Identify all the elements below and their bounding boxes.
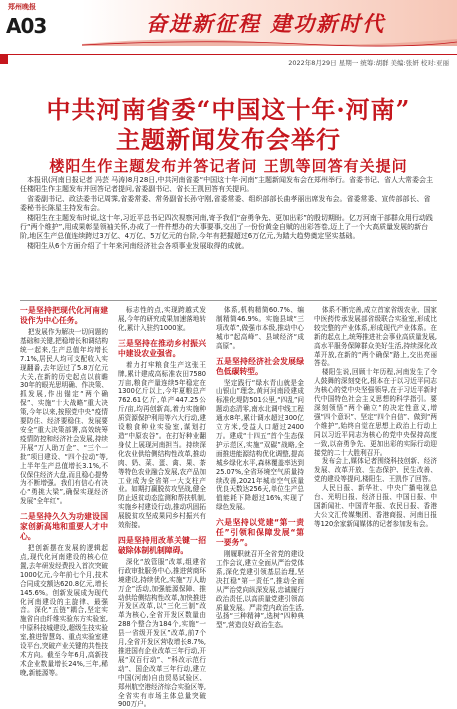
article-column-3: [216, 306, 304, 630]
section-body: 标志性的点,实现跨越式发展,今年的研究成果加速落地转化,累计入驻约1000家。: [118, 306, 206, 332]
section-body: 把发展作为解决一切问题的基础和关键,把稳增长和调结构统一起来,生产总值年均增长7.1%,居民人均可支配收入实现翻番,去年迈过了5.8万亿元大关,在新的历史起点以前瞻30年的眼光思明确、作决策、抓发展,作出锚定“两个确保”、实施“十大战略”重大决策,今年以来,按照党中央“疫情要防住、经济要稳住、发展要安全”重大决策部署,高效统筹疫情防控和经济社会发展,持续开展“万人助万企”、“三个一批”项目建设、“四个拉动”等,上半年生产总值增长3.1%,不仅保住经济大盘,而且稳心提势为不断增强。我们有信心有决心“勇挑大梁”,确保实现经济发展“全年红”。: [20, 328, 108, 506]
section-body: 把创新摆在发展的逻辑起点,现代化河南建设的核心位置,去年研发经费投入首次突破1000亿元,今年前七个月,技术合同成交额达620.8亿元,增长145.6%。创新发展成为现代化河南建设的主旋律、最强音。深化“五链”耦合,坚定实施省自由纤维实验东方实验室,中原科技城建设,超级生技实验室,推进智慧岛、重点实验室建设平台,突破产业关键的共性技术方向。截至今年6月,高新技术企业数量增长24%,三年,稀晚,新能源等。: [20, 544, 108, 677]
section-heading: 三是坚持在推动乡村振兴中建设农业强省。: [118, 338, 206, 358]
headline-subtitle: 楼阳生作主题发布并答记者问 王凯等回答有关提问: [49, 157, 408, 175]
section-heading: 六是坚持以党建“第一责任”引领和保障发展“第一要务”。: [216, 518, 304, 548]
banner-slogan: 奋进新征程 建功新时代: [146, 12, 386, 36]
article-column-4: [314, 306, 437, 529]
section-body: 楼阳生说,回顾十年历程,河南发生了令人鼓舞的深刻变化,根本在于以习近平同志为核心的党中央坚强领导,在于习近平新时代中国特色社会主义思想的科学指引。要深刻领悟“两个确立”的决定性意义,增强“四个意识”、坚定“四个自信”、做到“两个维护”,始终自觉在思想上政治上行动上同以习近平同志为核心的党中央保持高度一致,以奋勇争先、更加出彩的实际行动迎接党的二十大胜利召开。: [314, 368, 437, 457]
section-body: 人民日报、新华社、中央广播电视总台、光明日报、经济日报、中国日报、中国新闻社、中国青年报、农民日报、香港大公文汇传媒集团、香港商报、河南日报等120余家新闻媒体的记者参加发布会。: [314, 484, 437, 528]
section-body: 深化“放管服”改革,组建省行政审批服务中心,推进营商环境建设,持续优化,实施“万人助万企”活动,加强能源保障、推动供给侧结构性改革,加快推进开发区改革,以“三化三制”改革为核心,全省开发区数量由288个整合为184个,实施“一县一省级开发区”改革,前7个月,全省开发区营收增长8.7%,推进国有企业改革三年行动,开展“双百行动”、“科改示范行动”、国企改革三年行动,建立中国(河南)自由贸易试验区、郑州航空港经济综合实验区等,全省实有市场主体总量突破900万户。: [118, 557, 206, 709]
article-lead: [20, 176, 437, 251]
section-body: 坚定践行“绿水青山就是金山银山”理念,黄河河南段建成标准化堤防501公里,“四乱”问题动态清零,南水北调中线工程通水8年,累计调水超过300亿立方米,受益人口超过2400万。建成“十四五”首个生态保护示范区,实施“双碳”战略,全面推进能源结构优化调整,提高城乡绿化水平,森林覆盖率达到25.07%,全省环境空气质量持续改善,2021年城市空气质量优良天数达256天,单位生产总值能耗下降超过16%,实现了绿色发展。: [216, 378, 304, 512]
header-red-mark: [0, 54, 8, 64]
page-number: A03: [6, 14, 47, 38]
section-heading: 一是坚持把现代化河南建设作为中心任务。: [20, 306, 108, 325]
section-heading: 五是坚持经济社会发展绿色低碳转型。: [216, 356, 304, 376]
section-body: 发布会上,媒体记者围绕科技创新、经济发展、改革开放、生态保护、民生改善、党的建设等提问,楼阳生、王凯作了回答。: [314, 457, 437, 484]
lead-paragraph: 楼阳生从6个方面介绍了十年来河南经济社会各项事业发展取得的成就。: [27, 241, 249, 250]
section-heading: 二是坚持久久为功建设国家创新高地和重要人才中心。: [20, 512, 108, 542]
newspaper-logo: 郑州晚报: [8, 3, 36, 11]
lead-paragraph: 楼阳生在主题发布时说,这十年,习近平总书记四次视察河南,寄予我们“奋勇争先、更加出彩”的殷切期盼。亿万河南干部群众用行动践行“两个维护”,用成果彰显领袖关怀,办成了一件件想办的大事要事,交出了一份份黄金自赋的出彩答卷,迈上了一个大高质量发展的新台阶,地区生产总值连续跨过3万亿、4万亿、5万亿元的台阶,今年有把握超过6万亿元,为踏大趋势奠定坚实基础。: [20, 213, 433, 241]
lead-paragraph: 省委副书记、政法委书记周霁,省委常委、常务副省长孙守刚,省委常委、组织部部长曲孝丽出席发布会。省委常委、宣传部部长、省委秘书长陈星主持发布会。: [20, 194, 431, 213]
article-column-1: [20, 306, 108, 678]
section-body: 体系不断完善,成立首家省级农业、国家中医药传承发展部省级联合实验室,形成比较完整的产业体系,形成现代产业体系。在新的起点上,统筹推进社会事业高质量发展,高水平服务保障群众美好生活,持续深化改革开放,在新的“两个确保”路上,交出亮丽答卷。: [314, 306, 437, 368]
section-body: 着力打牢粮食生产这张王牌,累计建成高标准农田7580万亩,粮食产量连续5年稳定在1300亿斤以上,今年夏粮总产762.61亿斤,单产447.25公斤/亩,均再创新高,着力实施种质资源保护利用等六大行动,建设粮食种业实验室,谋划打造“中原农谷”。在打好种业翻身仗上展现河南担当。持续深化农业供给侧结构性改革,推动肉、奶、菜、蛋、禽、果、茶等特色农业融合发展,农产品加工业成为全省第一大支柱产业。如期打赢脱贫攻坚战,健全防止返贫动态监测和帮扶机制,实施乡村建设行动,推动巩固拓展脱贫攻坚成果同乡村振兴有效衔接。: [118, 360, 206, 530]
issue-meta: 2022年8月29日 星期一 统筹:胡群 美编:张妍 校对:亚丽: [288, 59, 449, 67]
header-divider: [0, 54, 457, 55]
headline-line2: 主题新闻发布会举行: [116, 125, 341, 154]
lead-divider: [20, 300, 437, 301]
section-body: 体系,机构精简60.7%、编制精简46.9%。实施县域“三项改革”,做强市本级,推动中心城市“起高峰”、县域经济“成高原”。: [216, 306, 304, 350]
section-body: 刚履职就召开全省党的建设工作会议,建立全面从严治党体系,深化党建引领基层治理,坚决扛稳“第一责任”,推动全面从严治党向纵深发展,忠诚履行政治责任,以高质量党建引领高质量发展。严肃党内政治生活,弘扬“三种精神”,选树“四种典型”,营造良好政治生态。: [216, 550, 304, 630]
lead-paragraph: 本报讯(河南日报记者 冯芸 马涛)8月28日,中共河南省委“中国这十年·河南”主题新闻发布会在郑州举行。省委书记、省人大常委会主任楼阳生作主题发布并回答记者提问,省委副书记、省长王凯回答有关提问。: [20, 176, 433, 194]
page-header: [0, 0, 457, 50]
section-heading: 四是坚持用改革关键一招破除体制机制障碍。: [118, 535, 206, 555]
headline-line1: 中共河南省委“中国这十年·河南”: [46, 95, 411, 124]
article-column-2: [118, 306, 206, 709]
